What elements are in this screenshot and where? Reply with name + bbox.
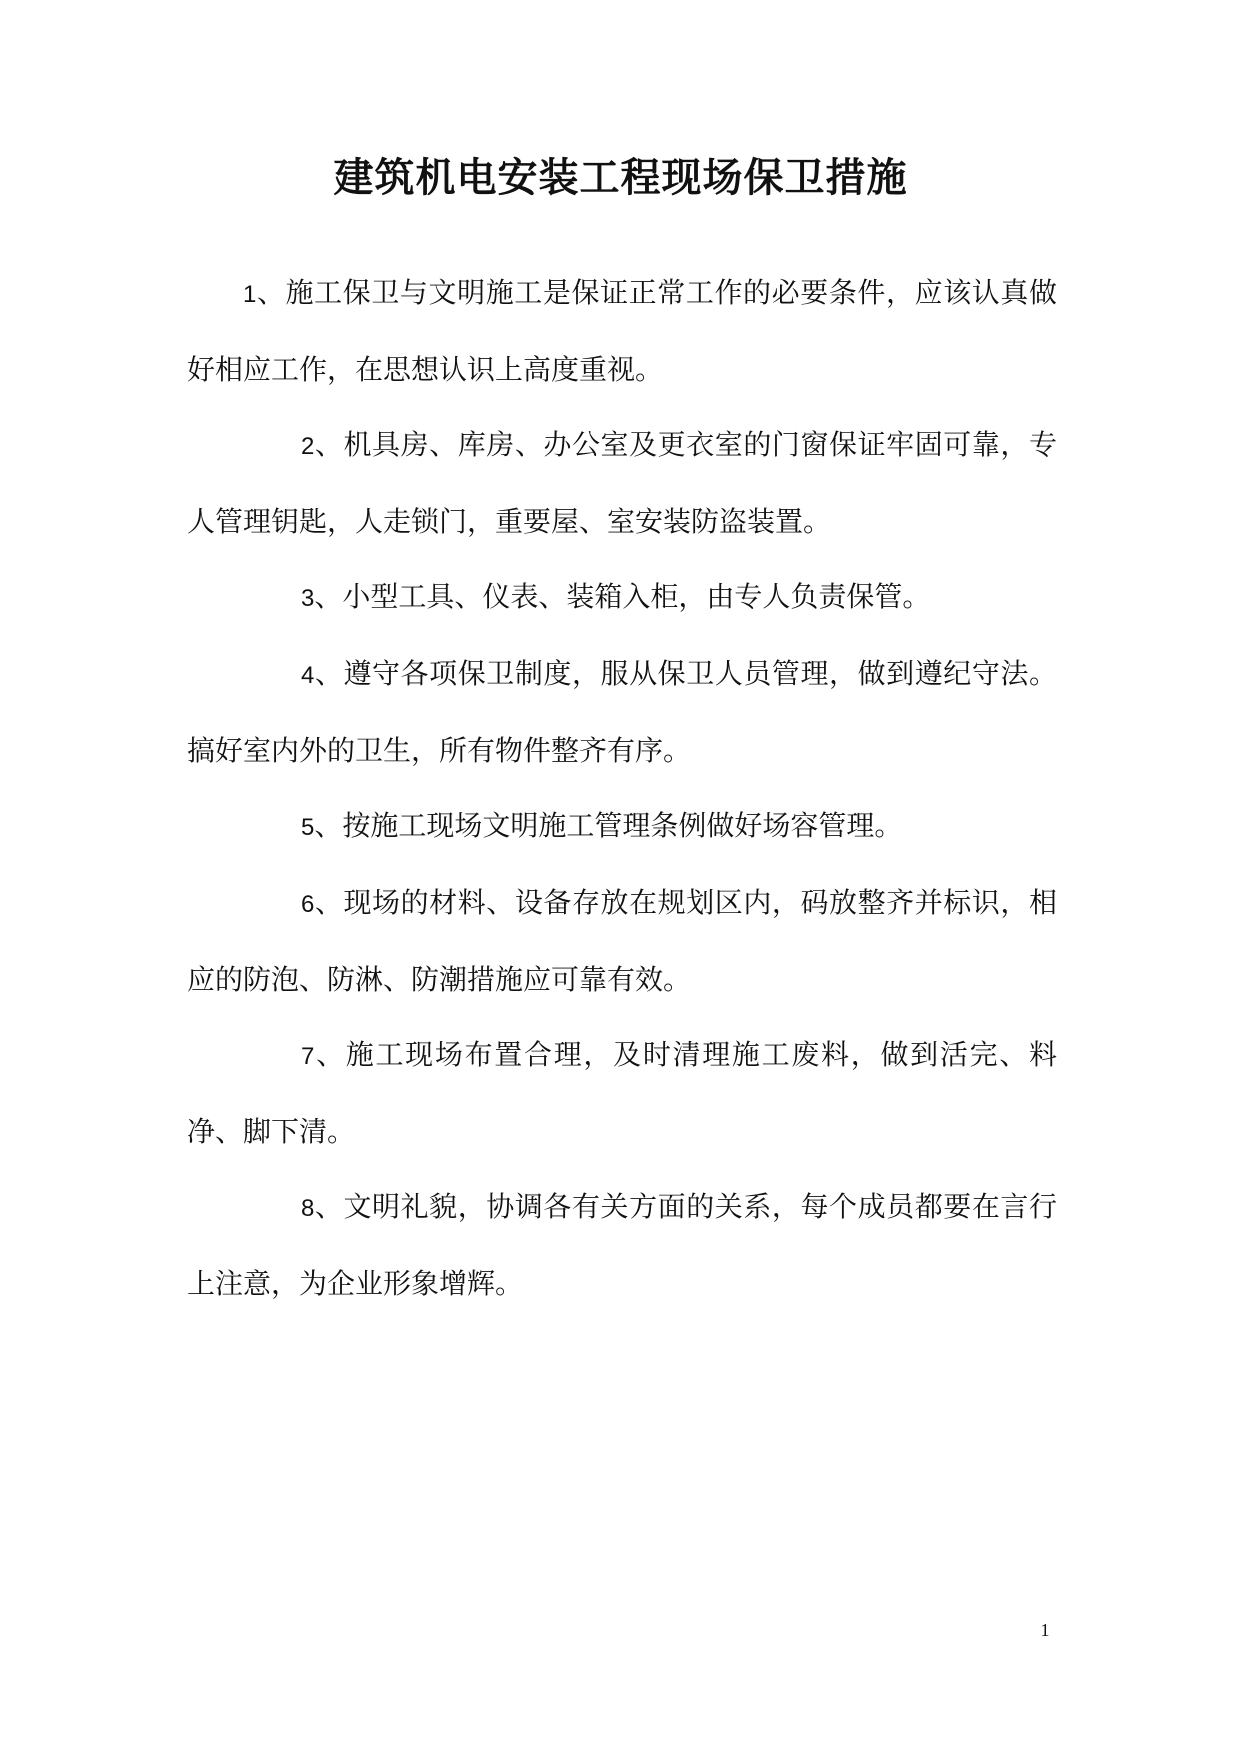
document-title: 建筑机电安装工程现场保卫措施: [333, 154, 908, 201]
paragraph-text: 、文明礼貌，协调各有关方面的关系，每个成员都要在言行上注意，为企业形象增辉。: [187, 1190, 1057, 1300]
paragraph-1: [187, 255, 1057, 407]
paragraph-text: 、小型工具、仪表、装箱入柜，由专人负责保管。: [314, 580, 931, 613]
paragraph-number: 8: [301, 1195, 315, 1222]
paragraph-number: 3: [301, 585, 315, 612]
paragraph-number: 7: [301, 1043, 315, 1070]
paragraph-5: [187, 788, 1057, 865]
paragraph-2: [187, 407, 1057, 559]
paragraph-number: 6: [301, 891, 315, 918]
paragraph-text: 、机具房、库房、办公室及更衣室的门窗保证牢固可靠，专人管理钥匙，人走锁门，重要屋、室安装防盗装置。: [187, 428, 1057, 538]
paragraph-text: 、按施工现场文明施工管理条例做好场容管理。: [314, 809, 903, 842]
paragraph-6: [187, 865, 1057, 1017]
paragraph-number: 1: [243, 281, 257, 308]
paragraph-text: 、现场的材料、设备存放在规划区内，码放整齐并标识，相应的防泡、防淋、防潮措施应可靠有效。: [187, 886, 1057, 996]
paragraph-text: 、施工现场布置合理，及时清理施工废料，做到活完、料净、脚下清。: [187, 1038, 1057, 1148]
paragraph-4: [187, 636, 1057, 788]
page-number: 1: [1040, 1620, 1050, 1640]
paragraph-number: 5: [301, 814, 315, 841]
paragraph-8: [187, 1169, 1057, 1321]
paragraph-3: [187, 559, 1057, 636]
paragraph-7: [187, 1017, 1057, 1169]
document-body: [187, 255, 1057, 1321]
paragraph-number: 4: [301, 662, 315, 689]
paragraph-number: 2: [301, 433, 315, 460]
paragraph-text: 、施工保卫与文明施工是保证正常工作的必要条件，应该认真做好相应工作，在思想认识上高度重视。: [187, 276, 1057, 386]
paragraph-text: 、遵守各项保卫制度，服从保卫人员管理，做到遵纪守法。搞好室内外的卫生，所有物件整齐有序。: [187, 657, 1057, 767]
